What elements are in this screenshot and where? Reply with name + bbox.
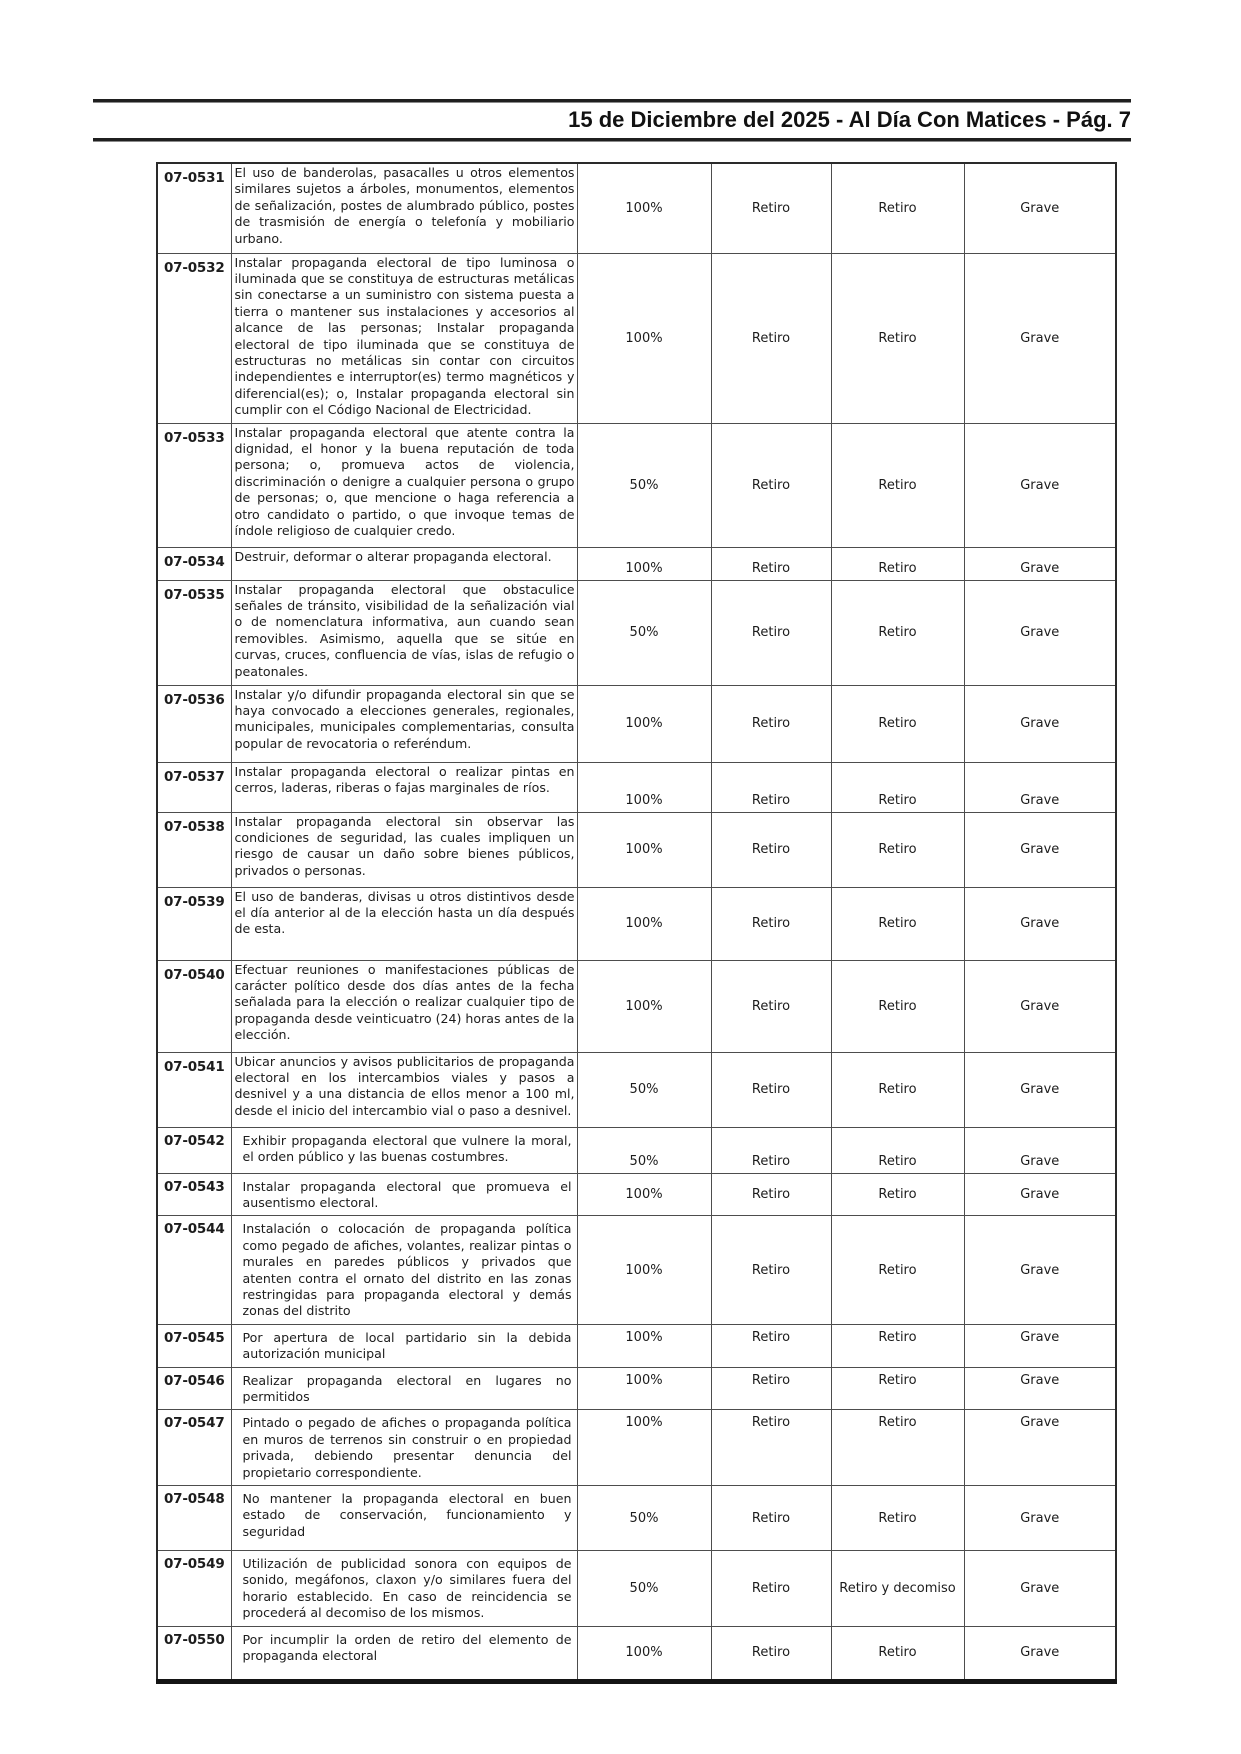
severity-label: Grave [964, 1367, 1116, 1410]
infraction-description: Realizar propaganda electoral en lugares no permitidos [231, 1367, 577, 1410]
severity-label: Grave [964, 1173, 1116, 1216]
infraction-description: El uso de banderas, divisas u otros distintivos desde el día anterior al de la elección hasta un día después de esta. [231, 887, 577, 960]
severity-label: Grave [964, 812, 1116, 887]
sanction-measure-2: Retiro [831, 547, 964, 580]
infraction-code: 07-0541 [157, 1052, 231, 1127]
sanction-measure-1: Retiro [711, 1410, 831, 1486]
sanction-measure-1: Retiro [711, 1486, 831, 1551]
sanction-measure-2: Retiro [831, 685, 964, 762]
infraction-description: Pintado o pegado de afiches o propaganda política en muros de terrenos sin construir o en propiedad privada, debiendo presentar denuncia del propietario correspondiente. [231, 1410, 577, 1486]
table-row [157, 960, 1116, 1052]
fine-percentage: 50% [577, 423, 711, 547]
fine-percentage: 100% [577, 1324, 711, 1367]
sanction-measure-1: Retiro [711, 423, 831, 547]
infraction-description: Instalar y/o difundir propaganda electoral sin que se haya convocado a elecciones generales, regionales, municipales, municipales complementarias, consulta popular de revocatoria o referéndum. [231, 685, 577, 762]
infraction-code: 07-0544 [157, 1216, 231, 1324]
fine-percentage: 100% [577, 1626, 711, 1681]
table-row [157, 580, 1116, 685]
sanction-measure-2: Retiro [831, 1173, 964, 1216]
infraction-code: 07-0539 [157, 887, 231, 960]
sanction-measure-1: Retiro [711, 1173, 831, 1216]
severity-label: Grave [964, 762, 1116, 812]
fine-percentage: 50% [577, 1486, 711, 1551]
infraction-description: Instalar propaganda electoral de tipo luminosa o iluminada que se constituya de estructuras metálicas sin conectarse a un suministro con sistema puesta a tierra o mantener sus instalaciones y accesorios al alcance de las personas; Instalar propaganda electoral de tipo iluminada que se constituya de estructuras no metálicas sin contar con circuitos independientes e interruptor(es) termo magnéticos y diferencial(es); o, Instalar propaganda electoral sin cumplir con el Código Nacional de Electricidad. [231, 253, 577, 423]
severity-label: Grave [964, 580, 1116, 685]
infraction-code: 07-0533 [157, 423, 231, 547]
severity-label: Grave [964, 1324, 1116, 1367]
table-row [157, 547, 1116, 580]
sanction-measure-2: Retiro [831, 762, 964, 812]
infraction-code: 07-0540 [157, 960, 231, 1052]
fine-percentage: 50% [577, 580, 711, 685]
table-row [157, 1367, 1116, 1410]
infraction-code: 07-0535 [157, 580, 231, 685]
severity-label: Grave [964, 1052, 1116, 1127]
severity-label: Grave [964, 423, 1116, 547]
severity-label: Grave [964, 253, 1116, 423]
sanction-measure-2: Retiro [831, 812, 964, 887]
infraction-code: 07-0543 [157, 1173, 231, 1216]
sanction-measure-2: Retiro y decomiso [831, 1551, 964, 1627]
sanction-measure-2: Retiro [831, 1216, 964, 1324]
table-row [157, 1486, 1116, 1551]
severity-label: Grave [964, 1486, 1116, 1551]
sanction-measure-2: Retiro [831, 253, 964, 423]
infractions-table [156, 162, 1117, 1684]
sanction-measure-2: Retiro [831, 887, 964, 960]
infraction-code: 07-0536 [157, 685, 231, 762]
infraction-code: 07-0549 [157, 1551, 231, 1627]
sanction-measure-2: Retiro [831, 580, 964, 685]
header-rule-bottom [93, 138, 1131, 141]
infraction-code: 07-0534 [157, 547, 231, 580]
table-row [157, 887, 1116, 960]
sanction-measure-1: Retiro [711, 1367, 831, 1410]
severity-label: Grave [964, 547, 1116, 580]
infraction-description: Destruir, deformar o alterar propaganda electoral. [231, 547, 577, 580]
infraction-code: 07-0550 [157, 1626, 231, 1681]
sanction-measure-2: Retiro [831, 960, 964, 1052]
infraction-description: Ubicar anuncios y avisos publicitarios de propaganda electoral en los intercambios viales y pasos a desnivel y a una distancia de ellos menor a 100 ml, desde el inicio del intercambio vial o paso a desnivel. [231, 1052, 577, 1127]
infraction-code: 07-0538 [157, 812, 231, 887]
fine-percentage: 100% [577, 960, 711, 1052]
fine-percentage: 100% [577, 1410, 711, 1486]
table-row [157, 1052, 1116, 1127]
sanction-measure-2: Retiro [831, 1626, 964, 1681]
fine-percentage: 50% [577, 1127, 711, 1173]
fine-percentage: 100% [577, 253, 711, 423]
infraction-description: Por incumplir la orden de retiro del elemento de propaganda electoral [231, 1626, 577, 1681]
infraction-code: 07-0548 [157, 1486, 231, 1551]
infraction-description: Exhibir propaganda electoral que vulnere la moral, el orden público y las buenas costumbres. [231, 1127, 577, 1173]
sanction-measure-2: Retiro [831, 1324, 964, 1367]
infraction-code: 07-0542 [157, 1127, 231, 1173]
severity-label: Grave [964, 960, 1116, 1052]
fine-percentage: 100% [577, 547, 711, 580]
fine-percentage: 100% [577, 163, 711, 253]
sanction-measure-1: Retiro [711, 1324, 831, 1367]
fine-percentage: 100% [577, 887, 711, 960]
severity-label: Grave [964, 1410, 1116, 1486]
table-row [157, 1626, 1116, 1681]
table-row [157, 253, 1116, 423]
sanction-measure-1: Retiro [711, 762, 831, 812]
sanction-measure-1: Retiro [711, 960, 831, 1052]
sanction-measure-2: Retiro [831, 1367, 964, 1410]
infraction-description: Por apertura de local partidario sin la debida autorización municipal [231, 1324, 577, 1367]
infraction-description: Efectuar reuniones o manifestaciones públicas de carácter político desde dos días antes de la fecha señalada para la elección o realizar cualquier tipo de propaganda desde veinticuatro (24) horas antes de la elección. [231, 960, 577, 1052]
infraction-description: El uso de banderolas, pasacalles u otros elementos similares sujetos a árboles, monumentos, elementos de señalización, postes de alumbrado público, postes de trasmisión de energía o telefonía y mobiliario urbano. [231, 163, 577, 253]
fine-percentage: 50% [577, 1551, 711, 1627]
page-header [93, 102, 1131, 138]
infraction-description: Instalar propaganda electoral que promueva el ausentismo electoral. [231, 1173, 577, 1216]
sanction-measure-1: Retiro [711, 1216, 831, 1324]
page-title: 15 de Diciembre del 2025 - Al Día Con Matices - Pág. 7 [568, 107, 1131, 132]
fine-percentage: 50% [577, 1052, 711, 1127]
table-row [157, 423, 1116, 547]
infraction-description: Utilización de publicidad sonora con equipos de sonido, megáfonos, claxon y/o similares fuera del horario establecido. En caso de reincidencia se procederá al decomiso de los mismos. [231, 1551, 577, 1627]
infraction-code: 07-0546 [157, 1367, 231, 1410]
table-row [157, 1216, 1116, 1324]
sanction-measure-2: Retiro [831, 1410, 964, 1486]
infraction-description: Instalar propaganda electoral sin observar las condiciones de seguridad, las cuales impliquen un riesgo de causar un daño sobre bienes públicos, privados o personas. [231, 812, 577, 887]
infractions-table-body [157, 163, 1116, 1681]
infraction-description: No mantener la propaganda electoral en buen estado de conservación, funcionamiento y seguridad [231, 1486, 577, 1551]
infraction-description: Instalar propaganda electoral o realizar pintas en cerros, laderas, riberas o fajas marginales de ríos. [231, 762, 577, 812]
sanction-measure-1: Retiro [711, 812, 831, 887]
severity-label: Grave [964, 1551, 1116, 1627]
sanction-measure-2: Retiro [831, 1052, 964, 1127]
infraction-code: 07-0532 [157, 253, 231, 423]
sanction-measure-2: Retiro [831, 423, 964, 547]
table-row [157, 1173, 1116, 1216]
fine-percentage: 100% [577, 1173, 711, 1216]
infraction-code: 07-0547 [157, 1410, 231, 1486]
fine-percentage: 100% [577, 685, 711, 762]
severity-label: Grave [964, 1626, 1116, 1681]
table-row [157, 685, 1116, 762]
infraction-code: 07-0545 [157, 1324, 231, 1367]
fine-percentage: 100% [577, 762, 711, 812]
fine-percentage: 100% [577, 812, 711, 887]
sanction-measure-1: Retiro [711, 580, 831, 685]
table-row [157, 1127, 1116, 1173]
table-row [157, 812, 1116, 887]
infraction-description: Instalar propaganda electoral que atente contra la dignidad, el honor y la buena reputación de toda persona; o, promueva actos de violencia, discriminación o denigre a cualquier persona o grupo de personas; o, que mencione o haga referencia a otro candidato o partido, o que invoque temas de índole religioso de cualquier credo. [231, 423, 577, 547]
severity-label: Grave [964, 685, 1116, 762]
sanction-measure-1: Retiro [711, 547, 831, 580]
sanction-measure-1: Retiro [711, 887, 831, 960]
table-row [157, 163, 1116, 253]
table-row [157, 762, 1116, 812]
severity-label: Grave [964, 163, 1116, 253]
severity-label: Grave [964, 1127, 1116, 1173]
sanction-measure-1: Retiro [711, 1626, 831, 1681]
sanction-measure-1: Retiro [711, 685, 831, 762]
sanction-measure-2: Retiro [831, 1486, 964, 1551]
fine-percentage: 100% [577, 1367, 711, 1410]
sanction-measure-2: Retiro [831, 163, 964, 253]
severity-label: Grave [964, 1216, 1116, 1324]
sanction-measure-1: Retiro [711, 253, 831, 423]
infraction-code: 07-0537 [157, 762, 231, 812]
sanction-measure-2: Retiro [831, 1127, 964, 1173]
sanction-measure-1: Retiro [711, 163, 831, 253]
infraction-code: 07-0531 [157, 163, 231, 253]
sanction-measure-1: Retiro [711, 1551, 831, 1627]
table-row [157, 1551, 1116, 1627]
sanction-measure-1: Retiro [711, 1127, 831, 1173]
table-row [157, 1410, 1116, 1486]
severity-label: Grave [964, 887, 1116, 960]
infraction-description: Instalación o colocación de propaganda política como pegado de afiches, volantes, realizar pintas o murales en paredes públicos y privados que atenten contra el ornato del distrito en las zonas restringidas para propaganda electoral y demás zonas del distrito [231, 1216, 577, 1324]
table-row [157, 1324, 1116, 1367]
fine-percentage: 100% [577, 1216, 711, 1324]
infraction-description: Instalar propaganda electoral que obstaculice señales de tránsito, visibilidad de la señalización vial o de nomenclatura informativa, aun cuando sean removibles. Asimismo, aquella que se sitúe en curvas, cruces, confluencia de vías, islas de refugio o peatonales. [231, 580, 577, 685]
sanction-measure-1: Retiro [711, 1052, 831, 1127]
